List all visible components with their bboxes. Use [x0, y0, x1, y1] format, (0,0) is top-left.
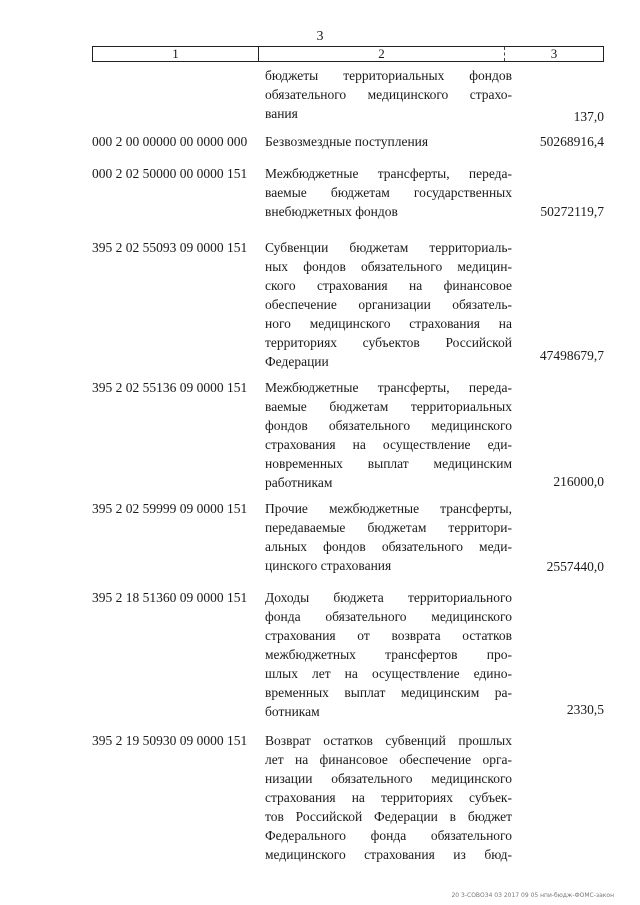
row-description — [265, 132, 512, 151]
description-line: Возврат остатков субвенций прошлых — [265, 733, 512, 748]
description-line: шлых лет на осуществление едино- — [265, 666, 512, 681]
page-number: 3 — [316, 29, 324, 44]
row-code: 395 2 02 59999 09 0000 151 — [92, 501, 248, 516]
description-line: тов Российской Федерации в бюджет — [265, 809, 512, 824]
description-line: фонда обязательного медицинского — [265, 609, 512, 624]
description-line: Безвозмездные поступления — [265, 134, 429, 149]
document-footer-stamp: 20 3-СОВО34 03 2017 09 05 нпи-бюдж-ФОМС-закон — [451, 892, 614, 899]
description-line: работникам — [265, 475, 333, 490]
description-line: ного медицинского страхования на — [265, 316, 512, 331]
description-line: Прочие межбюджетные трансферты, — [265, 501, 512, 516]
description-line: Доходы бюджета территориального — [265, 590, 512, 605]
description-line: передаваемые бюджетам территори- — [265, 520, 512, 535]
row-description — [265, 731, 512, 864]
description-line: Федерации — [265, 354, 329, 369]
row-code: 395 2 02 55093 09 0000 151 — [92, 240, 248, 255]
description-line: бюджеты территориальных фондов — [265, 68, 512, 83]
row-amount: 50268916,4 — [539, 134, 604, 149]
description-line: низации обязательного медицинского — [265, 771, 512, 786]
description-line: ботникам — [265, 704, 320, 719]
row-description — [265, 499, 512, 575]
description-line: временных выплат медицинским ра- — [265, 685, 512, 700]
row-amount: 50272119,7 — [540, 204, 604, 219]
row-code: 000 2 02 50000 00 0000 151 — [92, 166, 248, 181]
row-code: 395 2 19 50930 09 0000 151 — [92, 733, 248, 748]
description-line: Субвенции бюджетам территориаль- — [265, 240, 512, 255]
description-line: новременных выплат медицинским — [265, 456, 512, 471]
row-amount: 2330,5 — [566, 702, 604, 717]
description-line: обеспечение организации обязатель- — [265, 297, 512, 312]
row-code: 395 2 18 51360 09 0000 151 — [92, 590, 248, 605]
row-description — [265, 238, 512, 371]
row-description — [265, 164, 512, 221]
description-line: межбюджетных трансфертов про- — [265, 647, 512, 662]
row-description — [265, 378, 512, 492]
description-line: цинского страхования — [265, 558, 392, 573]
description-line: ваемые бюджетам территориальных — [265, 399, 512, 414]
description-line: Федерального фонда обязательного — [265, 828, 512, 843]
row-description — [265, 66, 512, 123]
description-line: Межбюджетные трансферты, переда- — [265, 166, 512, 181]
row-code: 000 2 00 00000 00 0000 000 — [92, 134, 248, 149]
column-header-row — [92, 46, 604, 62]
description-line: ваемые бюджетам государственных — [265, 185, 512, 200]
description-line: страхования на территориях субъек- — [265, 790, 512, 805]
column-header-2: 2 — [259, 47, 505, 61]
description-line: обязательного медицинского страхо- — [265, 87, 512, 102]
column-header-1: 1 — [93, 47, 259, 61]
description-line: вания — [265, 106, 298, 121]
row-code: 395 2 02 55136 09 0000 151 — [92, 380, 248, 395]
description-line: фондов обязательного медицинского — [265, 418, 512, 433]
row-amount: 2557440,0 — [546, 559, 604, 574]
row-amount: 216000,0 — [553, 474, 604, 489]
description-line: медицинского страхования из бюд- — [265, 847, 512, 862]
description-line: ского страхования на финансовое — [265, 278, 512, 293]
description-line: страхования на осуществление еди- — [265, 437, 512, 452]
column-header-3: 3 — [550, 46, 558, 61]
description-line: ных фондов обязательного медицин- — [265, 259, 512, 274]
row-amount: 137,0 — [573, 109, 604, 124]
description-line: территориях субъектов Российской — [265, 335, 512, 350]
description-line: лет на финансовое обеспечение орга- — [265, 752, 512, 767]
row-description — [265, 588, 512, 721]
description-line: альных фондов обязательного меди- — [265, 539, 512, 554]
description-line: Межбюджетные трансферты, переда- — [265, 380, 512, 395]
description-line: страхования от возврата остатков — [265, 628, 512, 643]
row-amount: 47498679,7 — [539, 348, 604, 363]
description-line: внебюджетных фондов — [265, 204, 398, 219]
